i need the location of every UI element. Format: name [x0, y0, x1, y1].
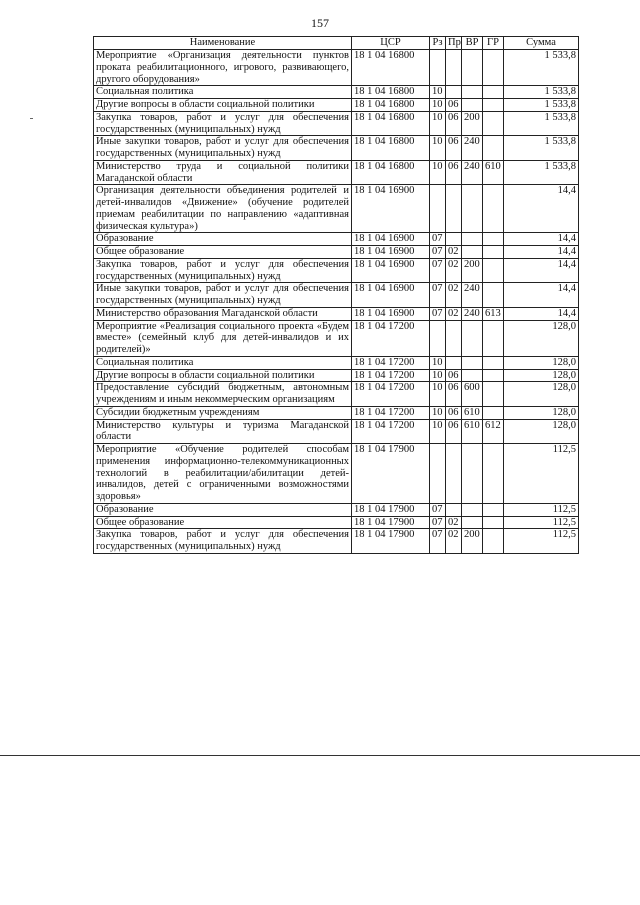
cell-name: Другие вопросы в области социальной политики: [94, 369, 352, 382]
table-row: [94, 99, 579, 112]
cell-sum: 128,0: [504, 419, 579, 444]
cell-name: Министерство образования Магаданской области: [94, 307, 352, 320]
cell-sum: 128,0: [504, 406, 579, 419]
cell-sum: 112,5: [504, 444, 579, 504]
page-number: 157: [311, 16, 329, 30]
cell-vr: 610: [462, 419, 483, 444]
cell-gr: [483, 86, 504, 99]
cell-gr: [483, 356, 504, 369]
cell-pr: 02: [446, 307, 462, 320]
table-row: [94, 382, 579, 407]
cell-name: Образование: [94, 503, 352, 516]
cell-rz: 10: [430, 406, 446, 419]
cell-gr: 612: [483, 419, 504, 444]
cell-csr: 18 1 04 16900: [352, 246, 430, 259]
column-header-gr: ГР: [483, 37, 504, 50]
cell-pr: 06: [446, 419, 462, 444]
cell-vr: 200: [462, 111, 483, 136]
cell-rz: 07: [430, 233, 446, 246]
cell-sum: 1 533,8: [504, 50, 579, 86]
cell-csr: 18 1 04 16900: [352, 283, 430, 308]
cell-sum: 112,5: [504, 529, 579, 554]
cell-pr: 02: [446, 516, 462, 529]
cell-csr: 18 1 04 16800: [352, 50, 430, 86]
cell-csr: 18 1 04 16800: [352, 86, 430, 99]
table-row: [94, 503, 579, 516]
cell-vr: [462, 185, 483, 233]
cell-name: Общее образование: [94, 246, 352, 259]
cell-gr: 613: [483, 307, 504, 320]
cell-vr: [462, 444, 483, 504]
cell-name: Мероприятие «Реализация социального проекта «Будем вместе» (семейный клуб для детей-инвалидов и их родителей)»: [94, 320, 352, 356]
table-row: [94, 444, 579, 504]
cell-gr: [483, 503, 504, 516]
cell-vr: [462, 356, 483, 369]
table-row: [94, 516, 579, 529]
table-row: [94, 283, 579, 308]
cell-rz: 10: [430, 136, 446, 161]
cell-csr: 18 1 04 16900: [352, 185, 430, 233]
cell-pr: [446, 356, 462, 369]
cell-name: Предоставление субсидий бюджетным, автономным учреждениям и иным некоммерческим организациям: [94, 382, 352, 407]
cell-rz: [430, 185, 446, 233]
cell-gr: [483, 529, 504, 554]
cell-rz: 07: [430, 529, 446, 554]
cell-vr: [462, 503, 483, 516]
cell-gr: [483, 99, 504, 112]
table-row: [94, 111, 579, 136]
budget-table-body: [94, 50, 579, 554]
cell-pr: 02: [446, 283, 462, 308]
cell-gr: [483, 320, 504, 356]
cell-gr: [483, 111, 504, 136]
cell-sum: 1 533,8: [504, 160, 579, 185]
cell-vr: 200: [462, 258, 483, 283]
cell-csr: 18 1 04 17200: [352, 356, 430, 369]
table-row: [94, 369, 579, 382]
cell-pr: [446, 233, 462, 246]
cell-vr: [462, 516, 483, 529]
cell-csr: 18 1 04 17900: [352, 503, 430, 516]
cell-csr: 18 1 04 17200: [352, 419, 430, 444]
cell-gr: [483, 283, 504, 308]
cell-pr: 06: [446, 99, 462, 112]
cell-rz: 10: [430, 160, 446, 185]
cell-sum: 1 533,8: [504, 86, 579, 99]
table-row: [94, 160, 579, 185]
table-row: [94, 136, 579, 161]
cell-pr: 02: [446, 529, 462, 554]
cell-rz: [430, 320, 446, 356]
cell-sum: 128,0: [504, 382, 579, 407]
cell-csr: 18 1 04 16900: [352, 233, 430, 246]
cell-pr: 02: [446, 246, 462, 259]
cell-gr: [483, 406, 504, 419]
cell-sum: 1 533,8: [504, 136, 579, 161]
cell-vr: 240: [462, 136, 483, 161]
cell-pr: 06: [446, 406, 462, 419]
cell-name: Другие вопросы в области социальной политики: [94, 99, 352, 112]
cell-pr: [446, 320, 462, 356]
cell-rz: 07: [430, 516, 446, 529]
cell-pr: 06: [446, 111, 462, 136]
cell-name: Закупка товаров, работ и услуг для обеспечения государственных (муниципальных) нужд: [94, 111, 352, 136]
column-header-csr: ЦСР: [352, 37, 430, 50]
cell-vr: [462, 50, 483, 86]
cell-csr: 18 1 04 17200: [352, 369, 430, 382]
cell-vr: [462, 320, 483, 356]
cell-vr: [462, 233, 483, 246]
cell-name: Организация деятельности объединения родителей и детей-инвалидов «Движение» (обучение родителей приемам реабилитации по направлению «адаптивная физическая культура»): [94, 185, 352, 233]
cell-name: Образование: [94, 233, 352, 246]
cell-sum: 1 533,8: [504, 111, 579, 136]
cell-vr: 200: [462, 529, 483, 554]
cell-vr: 240: [462, 160, 483, 185]
table-row: [94, 233, 579, 246]
table-row: [94, 406, 579, 419]
cell-gr: 610: [483, 160, 504, 185]
cell-vr: 240: [462, 283, 483, 308]
cell-pr: [446, 444, 462, 504]
cell-name: Иные закупки товаров, работ и услуг для обеспечения государственных (муниципальных) нужд: [94, 136, 352, 161]
cell-name: Министерство культуры и туризма Магаданской области: [94, 419, 352, 444]
cell-sum: 1 533,8: [504, 99, 579, 112]
table-row: [94, 320, 579, 356]
cell-rz: 10: [430, 382, 446, 407]
cell-gr: [483, 246, 504, 259]
cell-rz: 10: [430, 369, 446, 382]
cell-rz: 10: [430, 99, 446, 112]
table-row: [94, 529, 579, 554]
cell-rz: 10: [430, 419, 446, 444]
cell-sum: 128,0: [504, 369, 579, 382]
cell-csr: 18 1 04 16800: [352, 136, 430, 161]
cell-vr: [462, 246, 483, 259]
cell-sum: 14,4: [504, 185, 579, 233]
cell-name: Общее образование: [94, 516, 352, 529]
table-row: [94, 419, 579, 444]
cell-csr: 18 1 04 16900: [352, 258, 430, 283]
cell-csr: 18 1 04 16800: [352, 99, 430, 112]
cell-pr: 06: [446, 382, 462, 407]
cell-gr: [483, 50, 504, 86]
cell-sum: 14,4: [504, 307, 579, 320]
cell-vr: [462, 369, 483, 382]
table-row: [94, 86, 579, 99]
cell-sum: 112,5: [504, 503, 579, 516]
column-header-sum: Сумма: [504, 37, 579, 50]
cell-csr: 18 1 04 17200: [352, 382, 430, 407]
cell-gr: [483, 369, 504, 382]
cell-sum: 128,0: [504, 356, 579, 369]
cell-csr: 18 1 04 17900: [352, 444, 430, 504]
cell-csr: 18 1 04 17200: [352, 406, 430, 419]
cell-name: Закупка товаров, работ и услуг для обеспечения государственных (муниципальных) нужд: [94, 529, 352, 554]
cell-csr: 18 1 04 16800: [352, 111, 430, 136]
cell-name: Мероприятие «Обучение родителей способам применения информационно-телекоммуникационных технологий в реабилитации/абилитации детей-инвалидов, детей с ограниченными возможностями здоровья»: [94, 444, 352, 504]
cell-gr: [483, 258, 504, 283]
column-header-name: Наименование: [94, 37, 352, 50]
cell-csr: 18 1 04 16800: [352, 160, 430, 185]
table-row: [94, 307, 579, 320]
cell-rz: 10: [430, 356, 446, 369]
cell-rz: 07: [430, 258, 446, 283]
cell-rz: 07: [430, 246, 446, 259]
cell-gr: [483, 444, 504, 504]
table-row: [94, 356, 579, 369]
cell-vr: 600: [462, 382, 483, 407]
cell-sum: 14,4: [504, 246, 579, 259]
cell-sum: 14,4: [504, 283, 579, 308]
cell-sum: 112,5: [504, 516, 579, 529]
cell-name: Иные закупки товаров, работ и услуг для обеспечения государственных (муниципальных) нужд: [94, 283, 352, 308]
cell-csr: 18 1 04 16900: [352, 307, 430, 320]
budget-table: [93, 36, 579, 554]
cell-rz: 10: [430, 86, 446, 99]
cell-pr: [446, 185, 462, 233]
cell-csr: 18 1 04 17900: [352, 516, 430, 529]
table-header-row: [94, 37, 579, 50]
cell-csr: 18 1 04 17900: [352, 529, 430, 554]
cell-csr: 18 1 04 17200: [352, 320, 430, 356]
cell-name: Министерство труда и социальной политики Магаданской области: [94, 160, 352, 185]
cell-gr: [483, 516, 504, 529]
cell-vr: [462, 99, 483, 112]
cell-pr: [446, 503, 462, 516]
cell-sum: 14,4: [504, 233, 579, 246]
cell-name: Социальная политика: [94, 86, 352, 99]
cell-rz: [430, 50, 446, 86]
column-header-vr: ВР: [462, 37, 483, 50]
cell-rz: 10: [430, 111, 446, 136]
cell-rz: 07: [430, 307, 446, 320]
cell-pr: 06: [446, 136, 462, 161]
cell-pr: 02: [446, 258, 462, 283]
cell-gr: [483, 185, 504, 233]
cell-gr: [483, 382, 504, 407]
cell-name: Закупка товаров, работ и услуг для обеспечения государственных (муниципальных) нужд: [94, 258, 352, 283]
cell-vr: [462, 86, 483, 99]
table-row: [94, 185, 579, 233]
cell-rz: 07: [430, 503, 446, 516]
table-row: [94, 50, 579, 86]
cell-pr: 06: [446, 160, 462, 185]
cell-name: Субсидии бюджетным учреждениям: [94, 406, 352, 419]
cell-vr: 610: [462, 406, 483, 419]
cell-name: Мероприятие «Организация деятельности пунктов проката реабилитационного, игрового, развивающего, другого оборудования»: [94, 50, 352, 86]
cell-pr: [446, 50, 462, 86]
cell-gr: [483, 233, 504, 246]
cell-vr: 240: [462, 307, 483, 320]
cell-rz: [430, 444, 446, 504]
cell-sum: 128,0: [504, 320, 579, 356]
table-row: [94, 246, 579, 259]
footer-divider: [0, 755, 640, 756]
column-header-pr: Пр: [446, 37, 462, 50]
cell-name: Социальная политика: [94, 356, 352, 369]
table-row: [94, 258, 579, 283]
margin-mark: [30, 118, 33, 119]
cell-gr: [483, 136, 504, 161]
cell-rz: 07: [430, 283, 446, 308]
column-header-rz: Рз: [430, 37, 446, 50]
cell-pr: 06: [446, 369, 462, 382]
cell-pr: [446, 86, 462, 99]
cell-sum: 14,4: [504, 258, 579, 283]
